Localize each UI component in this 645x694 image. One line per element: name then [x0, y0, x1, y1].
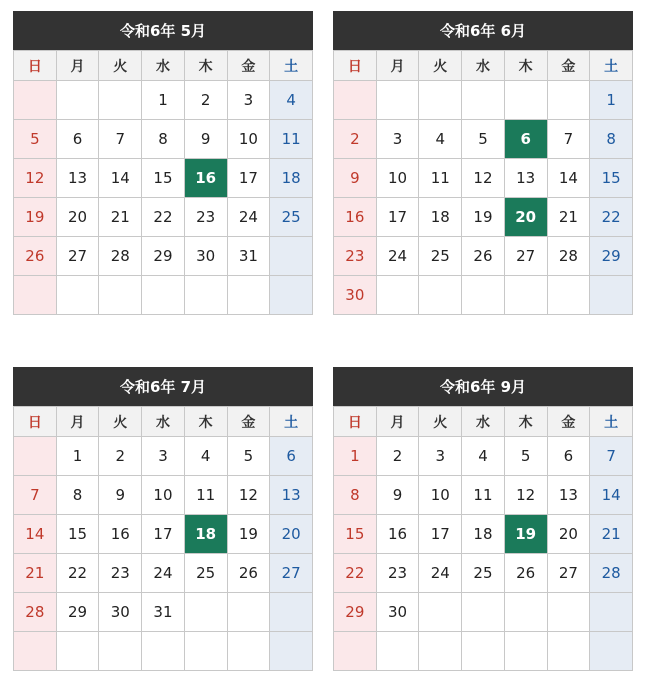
day-cell: 27: [504, 237, 547, 276]
weekday-label: 水: [462, 51, 505, 81]
day-cell: 22: [590, 198, 633, 237]
empty-day-cell: [462, 81, 505, 120]
day-cell: 26: [14, 237, 57, 276]
week-row: [334, 120, 633, 159]
empty-day-cell: [590, 632, 633, 671]
day-cell: 27: [56, 237, 99, 276]
empty-day-cell: [419, 81, 462, 120]
empty-day-cell: [14, 437, 57, 476]
empty-day-cell: [270, 593, 313, 632]
highlighted-day-cell: 19: [504, 515, 547, 554]
empty-day-cell: [227, 593, 270, 632]
day-cell: 24: [227, 198, 270, 237]
day-cell: 5: [504, 437, 547, 476]
day-cell: 19: [14, 198, 57, 237]
empty-day-cell: [99, 81, 142, 120]
empty-day-cell: [547, 632, 590, 671]
day-cell: 11: [419, 159, 462, 198]
day-cell: 28: [14, 593, 57, 632]
day-cell: 28: [547, 237, 590, 276]
empty-day-cell: [227, 276, 270, 315]
week-row: [14, 476, 313, 515]
empty-day-cell: [376, 81, 419, 120]
day-cell: 18: [270, 159, 313, 198]
day-cell: 16: [99, 515, 142, 554]
day-cell: 30: [376, 593, 419, 632]
day-cell: 17: [376, 198, 419, 237]
week-row: [14, 437, 313, 476]
empty-day-cell: [547, 276, 590, 315]
weekday-label: 土: [590, 407, 633, 437]
day-cell: 28: [590, 554, 633, 593]
empty-day-cell: [99, 632, 142, 671]
day-cell: 17: [419, 515, 462, 554]
week-row: [334, 632, 633, 671]
day-cell: 4: [184, 437, 227, 476]
week-row: [14, 632, 313, 671]
day-cell: 22: [56, 554, 99, 593]
week-row: [334, 437, 633, 476]
day-cell: 17: [142, 515, 185, 554]
day-cell: 25: [462, 554, 505, 593]
weekday-label: 木: [184, 407, 227, 437]
day-cell: 27: [547, 554, 590, 593]
day-cell: 19: [227, 515, 270, 554]
day-cell: 7: [590, 437, 633, 476]
weekday-label: 月: [56, 407, 99, 437]
day-cell: 3: [227, 81, 270, 120]
day-cell: 2: [376, 437, 419, 476]
empty-day-cell: [504, 632, 547, 671]
day-cell: 13: [547, 476, 590, 515]
day-cell: 1: [334, 437, 377, 476]
day-cell: 14: [99, 159, 142, 198]
weekday-label: 木: [184, 51, 227, 81]
weekday-label: 水: [462, 407, 505, 437]
weekday-label: 火: [99, 51, 142, 81]
empty-day-cell: [334, 81, 377, 120]
day-cell: 7: [14, 476, 57, 515]
day-cell: 15: [334, 515, 377, 554]
month-calendar: [333, 11, 633, 315]
day-cell: 14: [14, 515, 57, 554]
calendar-table: [13, 406, 313, 671]
day-cell: 13: [56, 159, 99, 198]
highlighted-day-cell: 16: [184, 159, 227, 198]
day-cell: 13: [504, 159, 547, 198]
calendar-table: [13, 50, 313, 315]
empty-day-cell: [142, 276, 185, 315]
weekday-label: 金: [547, 51, 590, 81]
calendar-table: [333, 50, 633, 315]
month-title: 令和6年 6月: [333, 11, 633, 50]
empty-day-cell: [504, 276, 547, 315]
weekday-label: 火: [419, 51, 462, 81]
day-cell: 29: [142, 237, 185, 276]
week-row: [14, 593, 313, 632]
week-row: [334, 554, 633, 593]
weekday-label: 火: [419, 407, 462, 437]
day-cell: 12: [14, 159, 57, 198]
week-row: [14, 237, 313, 276]
day-cell: 21: [547, 198, 590, 237]
month-title: 令和6年 9月: [333, 367, 633, 406]
day-cell: 30: [99, 593, 142, 632]
day-cell: 22: [334, 554, 377, 593]
weekday-label: 土: [270, 51, 313, 81]
day-cell: 8: [334, 476, 377, 515]
empty-day-cell: [504, 81, 547, 120]
empty-day-cell: [419, 632, 462, 671]
week-row: [14, 120, 313, 159]
week-row: [14, 198, 313, 237]
day-cell: 24: [142, 554, 185, 593]
day-cell: 5: [14, 120, 57, 159]
empty-day-cell: [184, 593, 227, 632]
day-cell: 12: [504, 476, 547, 515]
day-cell: 17: [227, 159, 270, 198]
day-cell: 18: [462, 515, 505, 554]
empty-day-cell: [462, 593, 505, 632]
day-cell: 23: [376, 554, 419, 593]
highlighted-day-cell: 20: [504, 198, 547, 237]
day-cell: 25: [419, 237, 462, 276]
weekday-label: 日: [14, 407, 57, 437]
day-cell: 20: [547, 515, 590, 554]
weekday-header-row: [334, 51, 633, 81]
weekday-label: 木: [504, 407, 547, 437]
empty-day-cell: [376, 632, 419, 671]
weekday-label: 日: [334, 407, 377, 437]
day-cell: 24: [419, 554, 462, 593]
empty-day-cell: [270, 632, 313, 671]
empty-day-cell: [334, 632, 377, 671]
week-row: [334, 237, 633, 276]
day-cell: 30: [184, 237, 227, 276]
day-cell: 31: [227, 237, 270, 276]
day-cell: 9: [376, 476, 419, 515]
day-cell: 14: [590, 476, 633, 515]
day-cell: 4: [270, 81, 313, 120]
week-row: [14, 515, 313, 554]
day-cell: 26: [504, 554, 547, 593]
day-cell: 16: [376, 515, 419, 554]
day-cell: 4: [462, 437, 505, 476]
weekday-label: 木: [504, 51, 547, 81]
week-row: [334, 159, 633, 198]
day-cell: 3: [376, 120, 419, 159]
day-cell: 2: [184, 81, 227, 120]
month-calendar: [13, 367, 313, 671]
empty-day-cell: [590, 593, 633, 632]
empty-day-cell: [376, 276, 419, 315]
empty-day-cell: [184, 276, 227, 315]
day-cell: 12: [227, 476, 270, 515]
empty-day-cell: [270, 237, 313, 276]
day-cell: 6: [56, 120, 99, 159]
empty-day-cell: [56, 81, 99, 120]
day-cell: 29: [56, 593, 99, 632]
day-cell: 10: [419, 476, 462, 515]
day-cell: 2: [99, 437, 142, 476]
empty-day-cell: [419, 593, 462, 632]
day-cell: 20: [56, 198, 99, 237]
day-cell: 6: [547, 437, 590, 476]
day-cell: 29: [590, 237, 633, 276]
empty-day-cell: [462, 276, 505, 315]
week-row: [14, 554, 313, 593]
day-cell: 28: [99, 237, 142, 276]
day-cell: 6: [270, 437, 313, 476]
day-cell: 10: [376, 159, 419, 198]
empty-day-cell: [227, 632, 270, 671]
empty-day-cell: [184, 632, 227, 671]
calendar-table: [333, 406, 633, 671]
empty-day-cell: [504, 593, 547, 632]
day-cell: 14: [547, 159, 590, 198]
day-cell: 18: [419, 198, 462, 237]
day-cell: 16: [334, 198, 377, 237]
day-cell: 11: [270, 120, 313, 159]
day-cell: 12: [462, 159, 505, 198]
weekday-label: 土: [590, 51, 633, 81]
empty-day-cell: [462, 632, 505, 671]
weekday-label: 金: [547, 407, 590, 437]
week-row: [334, 81, 633, 120]
day-cell: 21: [99, 198, 142, 237]
week-row: [334, 198, 633, 237]
weekday-label: 月: [56, 51, 99, 81]
empty-day-cell: [56, 276, 99, 315]
day-cell: 15: [590, 159, 633, 198]
day-cell: 21: [590, 515, 633, 554]
day-cell: 23: [334, 237, 377, 276]
week-row: [14, 276, 313, 315]
day-cell: 24: [376, 237, 419, 276]
highlighted-day-cell: 6: [504, 120, 547, 159]
day-cell: 15: [142, 159, 185, 198]
weekday-header-row: [14, 407, 313, 437]
month-calendar: [333, 367, 633, 671]
week-row: [334, 476, 633, 515]
weekday-label: 日: [334, 51, 377, 81]
weekday-header-row: [334, 407, 633, 437]
weekday-label: 土: [270, 407, 313, 437]
day-cell: 19: [462, 198, 505, 237]
day-cell: 7: [99, 120, 142, 159]
weekday-label: 火: [99, 407, 142, 437]
day-cell: 10: [142, 476, 185, 515]
day-cell: 3: [142, 437, 185, 476]
day-cell: 11: [184, 476, 227, 515]
week-row: [334, 593, 633, 632]
day-cell: 9: [184, 120, 227, 159]
day-cell: 22: [142, 198, 185, 237]
day-cell: 20: [270, 515, 313, 554]
weekday-label: 水: [142, 51, 185, 81]
day-cell: 1: [56, 437, 99, 476]
week-row: [14, 159, 313, 198]
day-cell: 5: [462, 120, 505, 159]
day-cell: 29: [334, 593, 377, 632]
week-row: [334, 276, 633, 315]
month-title: 令和6年 7月: [13, 367, 313, 406]
day-cell: 15: [56, 515, 99, 554]
weekday-label: 金: [227, 51, 270, 81]
empty-day-cell: [590, 276, 633, 315]
weekday-label: 日: [14, 51, 57, 81]
month-title: 令和6年 5月: [13, 11, 313, 50]
day-cell: 8: [590, 120, 633, 159]
week-row: [334, 515, 633, 554]
highlighted-day-cell: 18: [184, 515, 227, 554]
empty-day-cell: [14, 632, 57, 671]
day-cell: 8: [142, 120, 185, 159]
empty-day-cell: [142, 632, 185, 671]
day-cell: 10: [227, 120, 270, 159]
day-cell: 13: [270, 476, 313, 515]
day-cell: 30: [334, 276, 377, 315]
day-cell: 23: [99, 554, 142, 593]
day-cell: 21: [14, 554, 57, 593]
empty-day-cell: [56, 632, 99, 671]
empty-day-cell: [99, 276, 142, 315]
day-cell: 4: [419, 120, 462, 159]
day-cell: 2: [334, 120, 377, 159]
empty-day-cell: [547, 81, 590, 120]
day-cell: 3: [419, 437, 462, 476]
weekday-label: 金: [227, 407, 270, 437]
day-cell: 5: [227, 437, 270, 476]
empty-day-cell: [14, 81, 57, 120]
empty-day-cell: [14, 276, 57, 315]
day-cell: 27: [270, 554, 313, 593]
day-cell: 7: [547, 120, 590, 159]
day-cell: 8: [56, 476, 99, 515]
empty-day-cell: [547, 593, 590, 632]
day-cell: 25: [270, 198, 313, 237]
weekday-label: 月: [376, 51, 419, 81]
day-cell: 1: [590, 81, 633, 120]
empty-day-cell: [270, 276, 313, 315]
day-cell: 9: [99, 476, 142, 515]
day-cell: 9: [334, 159, 377, 198]
week-row: [14, 81, 313, 120]
day-cell: 25: [184, 554, 227, 593]
day-cell: 23: [184, 198, 227, 237]
day-cell: 26: [227, 554, 270, 593]
day-cell: 26: [462, 237, 505, 276]
weekday-header-row: [14, 51, 313, 81]
day-cell: 1: [142, 81, 185, 120]
weekday-label: 水: [142, 407, 185, 437]
empty-day-cell: [419, 276, 462, 315]
day-cell: 31: [142, 593, 185, 632]
month-calendar: [13, 11, 313, 315]
weekday-label: 月: [376, 407, 419, 437]
day-cell: 11: [462, 476, 505, 515]
